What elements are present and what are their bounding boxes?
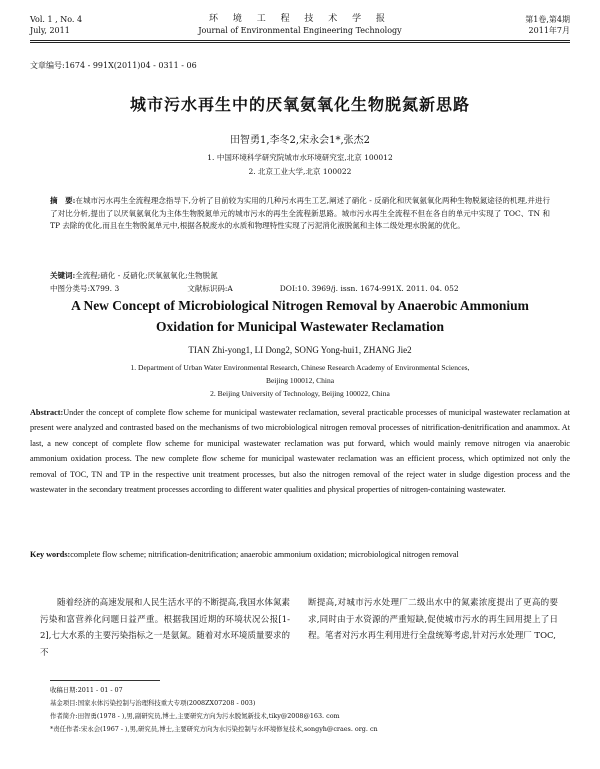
article-number: 文章编号:1674 - 991X(2011)04 - 0311 - 06 <box>30 61 197 70</box>
abstract-en-text: Under the concept of complete flow scheme for municipal wastewater reclamation, several practicable processes of municipal wastewater reclamation at present were analyzed and contrasted based on the mechanisms of two microbiological nitrogen removal processes of nitrification-denitrification and anammox. At last, a new concept of complete flow scheme for municipal wastewater reclamation was put forward, which would mainly remove nitrogen via anaerobic ammonium oxidation process. The new complete flow scheme for municipal wastewater reclamation was an efficient process, which optimized not only the removal of TOC, TN and TP in the respective unit treatment processes, but also the nitrogen removal of the reject water in sludge digestion process and the wastewater in the secondary treatment processes according to different water qualities and physical properties of nitrogen-containing wastewater. <box>30 408 570 495</box>
paper-title-en-line2: Oxidation for Municipal Wastewater Reclamation <box>156 319 444 334</box>
abstract-cn <box>50 195 550 233</box>
issue-date-cn: 2011年7月 <box>528 26 570 35</box>
clc-number: 中图分类号:X799. 3 <box>50 283 120 293</box>
journal-name-en: Journal of Environmental Engineering Technology <box>198 26 402 35</box>
abstract-cn-label: 摘 要: <box>50 196 76 205</box>
affiliation-en-1: 1. Department of Urban Water Environmental Research, Chinese Research Academy of Environmental Sciences, <box>130 363 470 372</box>
issue-date: July, 2011 <box>30 26 70 35</box>
body-paragraph-left: 随着经济的高速发展和人民生活水平的不断提高,我国水体氮素污染和富营养化问题日益严重。根据我国近期的环境状况公报[1-2],七大水系的主要污染指标之一是氨氮。随着对水环境质量要求的不 <box>40 598 290 658</box>
volume-issue-cn: 第1卷,第4期 <box>525 15 570 24</box>
affiliation-cn-2: 2. 北京工业大学,北京 100022 <box>248 167 352 176</box>
body-paragraph-right: 断提高,对城市污水处理厂二级出水中的氮素浓度提出了更高的要求,同时由于水资源的严重短缺,促使城市污水的再生回用提上了日程。笔者对污水再生利用进行全盘统筹考虑,针对污水处理厂 TOC, <box>308 598 558 642</box>
footnote-corresponding: *责任作者:宋永会(1967 - ),男,研究员,博士,主要研究方向为水污染控制与水环境修复技术,songyh@craes. org. cn <box>50 725 378 733</box>
running-header-left <box>30 14 82 36</box>
affiliation-cn-1: 1. 中国环境科学研究院城市水环境研究室,北京 100012 <box>207 153 393 162</box>
doi: DOI:10. 3969/j. issn. 1674-991X. 2011. 04. 052 <box>279 283 459 293</box>
footnote-funding: 基金项目:国家水体污染控制与治理科技重大专项(2008ZX07208 - 003) <box>50 699 256 707</box>
paper-title-en <box>0 295 600 337</box>
header-rule-thin <box>30 42 570 43</box>
affiliation-en-2: 2. Beijing University of Technology, Beijing 100022, China <box>210 389 390 398</box>
keywords-en: complete flow scheme; nitrification-denitrification; anaerobic ammonium oxidation; microbiological nitrogen removal <box>70 550 459 559</box>
header-rule <box>30 40 570 41</box>
keywords-block-en <box>30 548 570 562</box>
authors-cn: 田智勇1,李冬2,宋永会1*,张杰2 <box>230 135 370 146</box>
volume-issue: Vol. 1 , No. 4 <box>30 15 83 24</box>
footnote-author: 作者简介:田智勇(1978 - ),男,副研究员,博士,主要研究方向为污水脱氮新技术,tiky@2008@163. com <box>50 712 340 720</box>
paper-title-en-line1: A New Concept of Microbiological Nitrogen Removal by Anaerobic Ammonium <box>71 298 529 313</box>
journal-name-cn: 环 境 工 程 技 术 学 报 <box>208 14 392 24</box>
paper-title-cn: 城市污水再生中的厌氧氨氧化生物脱氮新思路 <box>129 95 470 114</box>
affiliation-en-1-city: Beijing 100012, China <box>265 376 335 385</box>
abstract-en <box>30 405 570 497</box>
keywords-en-label: Key words: <box>30 550 71 559</box>
authors-en: TIAN Zhi-yong1, LI Dong2, SONG Yong-hui1, ZHANG Jie2 <box>188 345 412 355</box>
abstract-en-label: Abstract: <box>30 408 64 417</box>
document-code: 文献标识码:A <box>187 283 233 293</box>
footnote-received: 收稿日期:2011 - 01 - 07 <box>50 686 123 694</box>
keywords-cn: 全流程;硝化 - 反硝化;厌氧氨氧化;生物脱氮 <box>75 271 218 280</box>
keywords-block-cn <box>50 270 550 295</box>
running-header-center <box>160 14 440 36</box>
running-header-right <box>525 14 570 36</box>
body-column-right <box>308 595 558 645</box>
keywords-cn-label: 关键词: <box>50 271 76 280</box>
body-column-left <box>40 595 290 661</box>
abstract-cn-text: 在城市污水再生全流程理念指导下,分析了目前较为实用的几种污水再生工艺,阐述了硝化 - 反硝化和厌氧氨氧化两种生物脱氮途径的机理,并进行了对比分析,提出了以厌氧氨氧化为主体生物脱氮单元的城市污水的再生全流程新思路。城市污水再生全流程不但在各自的单元中实现了 TOC、TN 和 TP 去除的优化,而且在生物脱氮单元中,根据各脱废水的水质和物理特性实现了污泥消化液脱氮和主体二级处理水脱氮的优化。 <box>50 196 550 231</box>
footnote-rule <box>50 680 160 681</box>
